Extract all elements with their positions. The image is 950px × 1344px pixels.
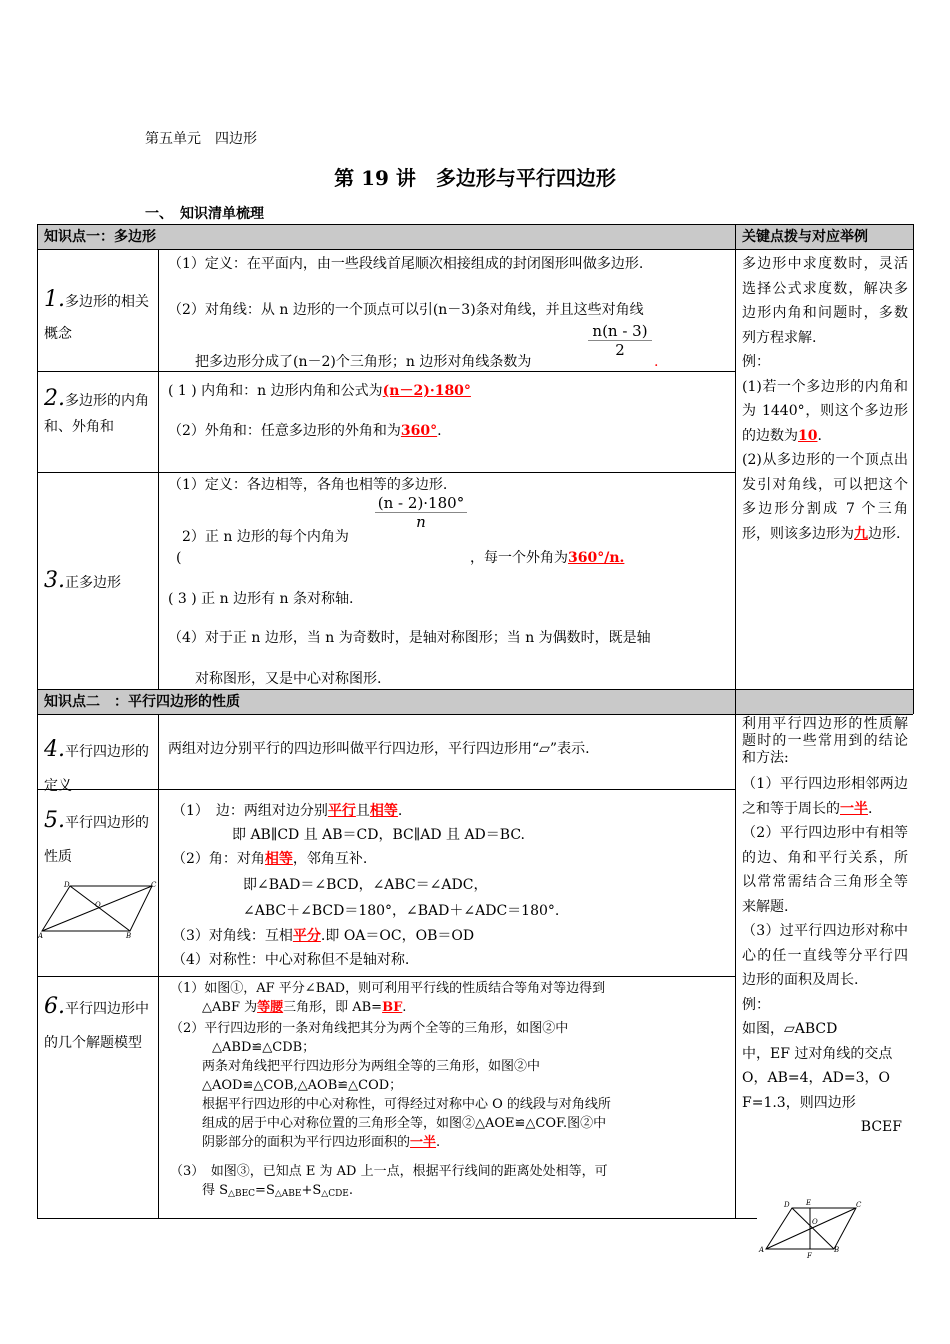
exterior-angle-answer: 360°/n. xyxy=(568,550,625,566)
side-point-3: （3）过平行四边形对称中心的任一直线等分平行四边形的面积及周长. xyxy=(742,923,908,988)
row1-definition: （1）定义：在平面内，由一些段线首尾顺次相接组成的封闭图形叫做多边形. xyxy=(168,256,644,272)
fig1-label-o: O xyxy=(95,901,101,909)
sides-equal-answer: 相等 xyxy=(369,803,398,819)
row1-title xyxy=(44,284,156,350)
row4-title xyxy=(44,733,156,803)
row6-model-2: （2）平行四边形的一条对角线把其分为两个全等的三角形，如图②中 △ABD≌△CDB； 两条对角线把平行四边形分为两组全等的三角形，如图②中 △AOD≌△COB,△AOB≌△COD； 根据平行四边形的中心对称性，可得经过对称中心 O 的线段与对角线所 组成的居于中心对称位置的三角形全等，如图②△AOE≌△COF.图②中 阴影部分的面积为平行四边形面积的一半. xyxy=(170,1021,611,1150)
fig2-label-f: F xyxy=(807,1252,812,1260)
fig1-label-b: B xyxy=(126,932,132,940)
fig2-label-o: O xyxy=(812,1218,818,1226)
angles-equal-answer: 相等 xyxy=(264,851,293,867)
fig2-label-c: C xyxy=(856,1201,862,1209)
diagonal-count-fraction: $\frac{n(n - 3)}{2}$ xyxy=(588,322,652,359)
row3-paren: ( xyxy=(176,550,182,566)
row3-number: 3. xyxy=(44,568,65,593)
side-example-1: (1)若一个多边形的内角和为 1440°，则这个多边形的边数为10. xyxy=(742,378,908,444)
row2-interior: ( 1 ) 内角和：n 边形内角和公式为(n－2)·180° xyxy=(168,383,471,399)
diagonals-bisect-answer: 平分 xyxy=(292,928,321,944)
row5-title xyxy=(44,804,156,874)
side-point-2: （2）平行四边形中有相等的边、角和平行关系，所以常常需结合三角形全等来解题. xyxy=(742,825,908,915)
kp2-header: 知识点二 ：平行四边形的性质 xyxy=(44,694,240,710)
row3-angle: 2）正 n 边形的每个内角为 xyxy=(182,529,349,545)
row2-title xyxy=(44,386,156,440)
example-diagonal-db xyxy=(792,1208,834,1249)
kp1-side-notes: 多边形中求度数时，灵活选择公式求度数，解决多边形内角和问题时，多数列方程求解. 例： (1)若一个多边形的内角和为 1440°，则这个多边形的边数为10. (2)从多边形的一个顶点出发引对角线，可以把这个多边形分割成 7 个三角形，则该多边形为九边形. xyxy=(742,252,908,546)
unit-label: 第五单元 四边形 xyxy=(145,131,257,147)
row3-parity-b: 对称图形，又是中心对称图形. xyxy=(195,671,382,687)
fig2-label-e: E xyxy=(806,1199,812,1207)
row5-sides-symbolic: 即 AB∥CD 且 AB＝CD，BC∥AD 且 AD＝BC. xyxy=(232,827,525,843)
row2-label: 多边形的内角和、外角和 xyxy=(44,393,149,435)
row1-label: 多边形的相关概念 xyxy=(44,294,149,342)
kp1-side-header: 关键点拨与对应举例 xyxy=(742,229,868,245)
interior-angle-fraction: $\frac{(n - 2)\cdot 180^\circ}{n}$ xyxy=(375,494,467,531)
row5-angles-symbolic-2: ∠ABC＋∠BCD＝180°，∠BAD＋∠ADC＝180°. xyxy=(243,903,560,919)
isosceles-answer: 等腰 xyxy=(257,1000,284,1015)
row1-diagonal-a: （2）对角线：从 n 边形的一个顶点可以引(n－3)条对角线，并且这些对角线 xyxy=(168,302,644,318)
row1-number: 1. xyxy=(44,287,65,312)
row6-label: 平行四边形中的几个解题模型 xyxy=(44,1001,149,1051)
section-heading: 一、 知识清单梳理 xyxy=(145,206,264,222)
row1-diagonal-b: 把多边形分成了(n－2)个三角形；n 边形对角线条数为 xyxy=(195,354,532,370)
row3-label: 正多边形 xyxy=(65,575,121,591)
half-area-answer: 一半 xyxy=(410,1135,437,1150)
row5-angles-symbolic-1: 即∠BAD＝∠BCD，∠ABC＝∠ADC， xyxy=(243,877,488,893)
row5-sides: （1） 边：两组对边分别平行且相等. xyxy=(172,803,403,819)
parallelogram-figure-1 xyxy=(38,880,158,940)
side-example-2: (2)从多边形的一个顶点出发引对角线，可以把这个多边形分割成 7 个三角形，则该多边形为九边形. xyxy=(742,452,908,542)
fig2-label-a: A xyxy=(759,1246,765,1254)
row3-title xyxy=(44,570,121,594)
half-perimeter-answer: 一半 xyxy=(840,800,868,817)
row6-model-3: （3） 如图③，已知点 E 为 AD 上一点，根据平行线间的距离处处相等，可 得 $S_{\triangle BEC}=S_{\triangle ABE}+S_{\triangle CDE}$. xyxy=(170,1164,608,1199)
parallelogram-figure-example xyxy=(754,1196,864,1260)
fig1-label-d: D xyxy=(64,881,70,889)
fig2-label-d: D xyxy=(784,1201,790,1209)
polygon-answer: 九 xyxy=(854,525,868,542)
fig2-label-b: B xyxy=(834,1246,840,1254)
row4-label: 平行四边形的定义 xyxy=(44,744,149,794)
fig1-label-a: A xyxy=(38,932,44,940)
fig1-label-c: C xyxy=(151,881,157,889)
row5-angles: （2）角：对角相等，邻角互补. xyxy=(172,851,368,867)
row6-number: 6. xyxy=(44,994,65,1019)
row2-exterior: （2）外角和：任意多边形的外角和为360°. xyxy=(168,423,442,439)
kp1-header: 知识点一：多边形 xyxy=(44,229,156,245)
row5-label: 平行四边形的性质 xyxy=(44,815,149,865)
row3-definition: （1）定义：各边相等，各角也相等的多边形. xyxy=(168,477,448,493)
row5-number: 5. xyxy=(44,808,65,833)
row5-diagonals: （3）对角线：互相平分.即 OA＝OC，OB＝OD xyxy=(172,928,475,944)
kp2-side-notes: （1）平行四边形相邻两边之和等于周长的一半. （2）平行四边形中有相等的边、角和平行关系，所以常常需结合三角形全等来解题. （3）过平行四边形对称中心的任一直线等分平行四边形的面积及周长. 例： 如图，▱ABCD 中，EF 过对角线的交点 O，AB=4，AD=3，O F=1.3，则四边形 BCEF xyxy=(742,772,908,1140)
bf-answer: BF xyxy=(382,1000,403,1015)
kp2-side-intro: 利用平行四边形的性质解题时的一些常用到的结论和方法: xyxy=(742,716,908,766)
exterior-sum-answer: 360° xyxy=(400,423,438,439)
row1-diagonal-end: . xyxy=(654,354,659,370)
row3-parity-a: （4）对于正 n 边形，当 n 为奇数时，是轴对称图形；当 n 为偶数时，既是轴 xyxy=(168,630,651,646)
row6-title xyxy=(44,990,156,1060)
sides-answer: 10 xyxy=(798,427,818,444)
row4-number: 4. xyxy=(44,737,65,762)
row2-number: 2. xyxy=(44,386,65,411)
lecture-title: 第 19 讲 多边形与平行四边形 xyxy=(334,166,616,190)
sides-parallel-answer: 平行 xyxy=(327,803,356,819)
row3-exterior: ，每一个外角为360°/n. xyxy=(470,550,625,566)
row6-model-1: （1）如图①，AF 平分∠BAD，则可利用平行线的性质结合等角对等边得到 △ABF 为等腰三角形，即 AB=BF. xyxy=(170,981,606,1015)
row4-definition: 两组对边分别平行的四边形叫做平行四边形，平行四边形用“▱”表示. xyxy=(168,741,590,757)
row5-symmetry: （4）对称性：中心对称但不是轴对称. xyxy=(172,952,410,968)
interior-sum-answer: (n－2)·180° xyxy=(382,383,471,399)
side-point-1: （1）平行四边形相邻两边之和等于周长的一半. xyxy=(742,776,908,817)
row3-symmetry-axes: ( 3 ) 正 n 边形有 n 条对称轴. xyxy=(168,591,354,607)
